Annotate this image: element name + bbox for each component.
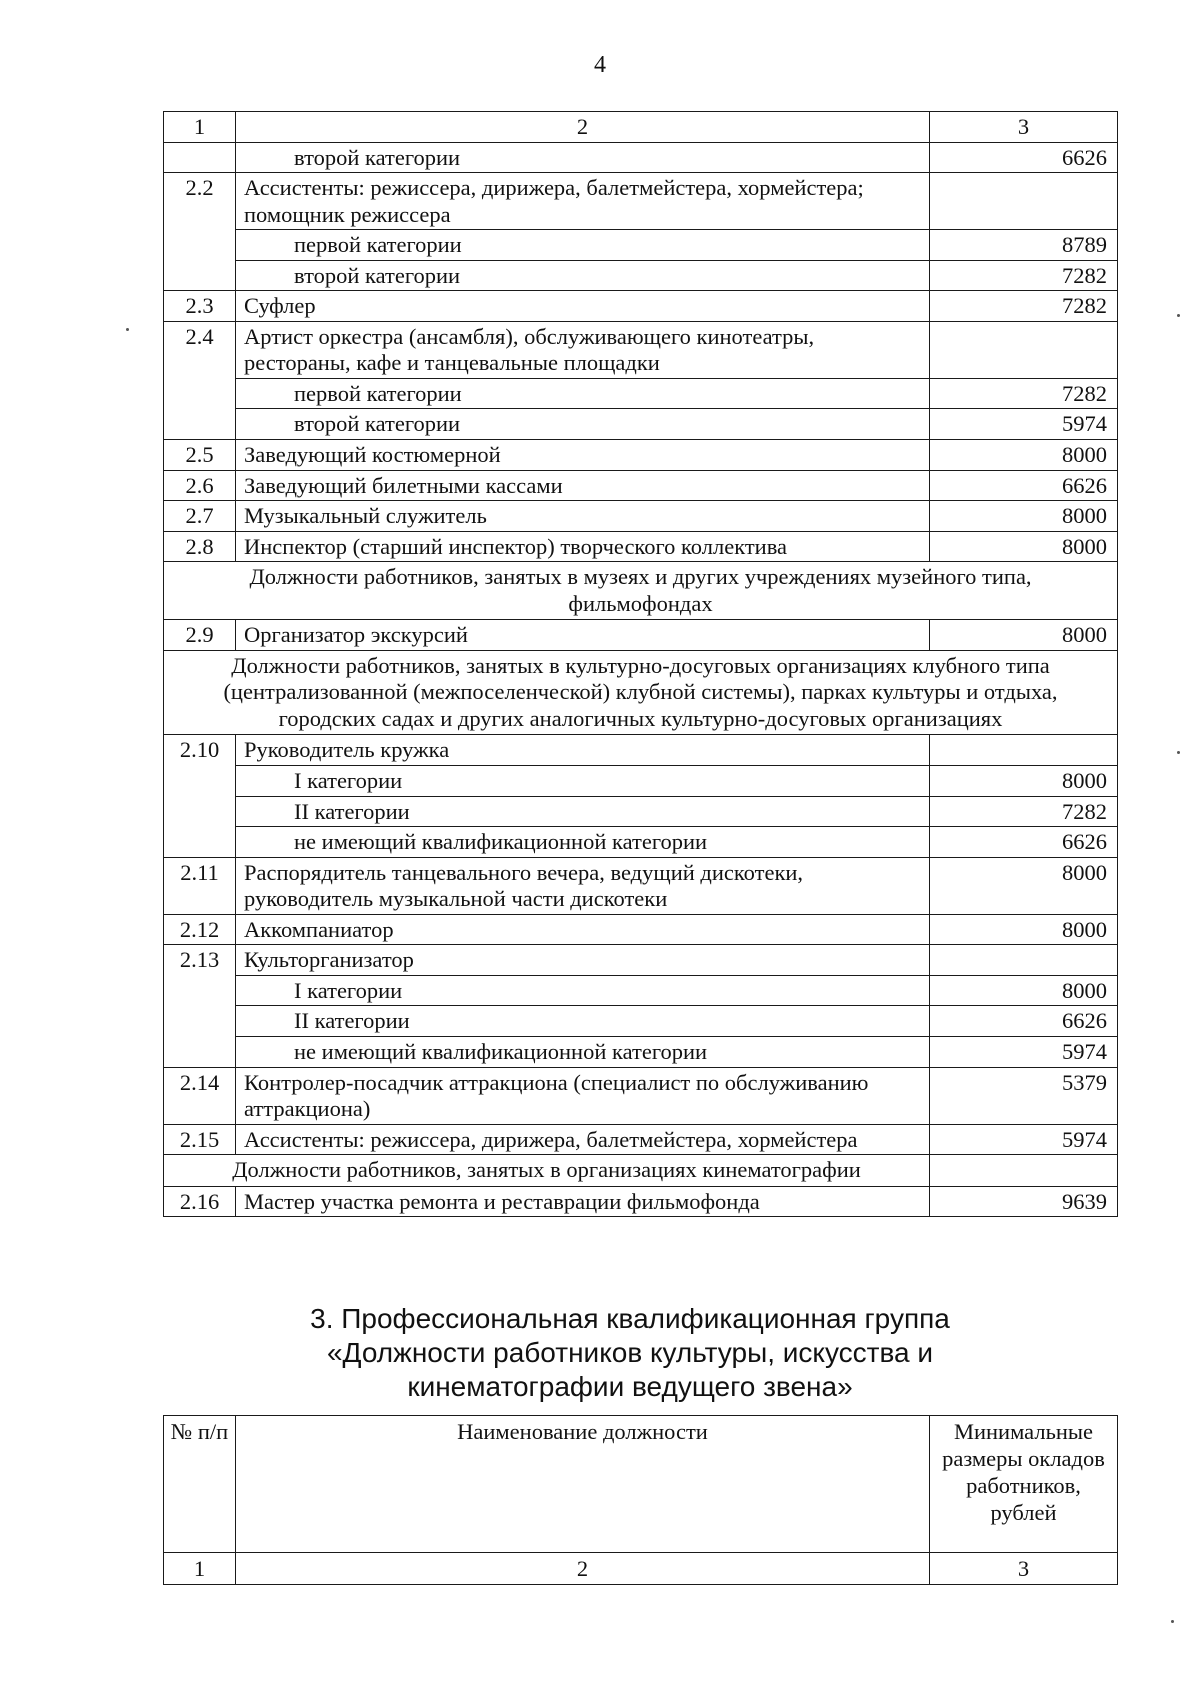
row-number: 2.10 xyxy=(164,735,236,766)
position-name: первой категории xyxy=(236,230,930,261)
position-name: Мастер участка ремонта и реставрации фильмофонда xyxy=(236,1186,930,1217)
table-row xyxy=(164,1186,1118,1217)
salary-value: 8000 xyxy=(930,531,1118,562)
page-number: 4 xyxy=(594,52,606,78)
row-number xyxy=(164,796,236,827)
table-row xyxy=(164,470,1118,501)
position-name: Культорганизатор xyxy=(236,945,930,976)
row-number: 2.13 xyxy=(164,945,236,976)
salary-value: 7282 xyxy=(930,260,1118,291)
table-row xyxy=(164,260,1118,291)
row-number xyxy=(164,975,236,1006)
position-name: Заведующий билетными кассами xyxy=(236,470,930,501)
header-salary-column: Минимальные размеры окладов работников, рублей xyxy=(930,1416,1118,1553)
salary-value: 6626 xyxy=(930,827,1118,858)
column-number-2: 2 xyxy=(236,1553,930,1585)
position-name: Музыкальный служитель xyxy=(236,501,930,532)
table-row xyxy=(164,173,1118,230)
salary-value: 6626 xyxy=(930,470,1118,501)
column-numbers-row xyxy=(164,1553,1118,1585)
row-number xyxy=(164,409,236,440)
table-row xyxy=(164,796,1118,827)
position-name: второй категории xyxy=(236,142,930,173)
position-name: Ассистенты: режиссера, дирижера, балетмейстера, хормейстера; помощник режиссера xyxy=(236,173,930,230)
position-name: Инспектор (старший инспектор) творческого коллектива xyxy=(236,531,930,562)
header-number-column: № п/п xyxy=(164,1416,236,1553)
row-number: 2.7 xyxy=(164,501,236,532)
row-number xyxy=(164,827,236,858)
position-name: второй категории xyxy=(236,260,930,291)
position-name: Ассистенты: режиссера, дирижера, балетмейстера, хормейстера xyxy=(236,1124,930,1155)
table-row xyxy=(164,766,1118,797)
salary-value xyxy=(930,1155,1118,1187)
position-name: II категории xyxy=(236,1006,930,1037)
salary-value: 8000 xyxy=(930,857,1118,914)
table-row xyxy=(164,620,1118,651)
group-header: Должности работников, занятых в организациях кинематографии xyxy=(164,1155,930,1187)
row-number: 2.12 xyxy=(164,914,236,945)
scan-speck xyxy=(126,328,129,331)
section-heading: 3. Профессиональная квалификационная группа «Должности работников культуры, искусства и кинематографии ведущего звена» xyxy=(310,1303,950,1403)
salary-value: 6626 xyxy=(930,1006,1118,1037)
table-row xyxy=(164,291,1118,322)
salary-value: 9639 xyxy=(930,1186,1118,1217)
scan-speck xyxy=(1177,751,1180,754)
row-number: 2.2 xyxy=(164,173,236,230)
position-name: не имеющий квалификационной категории xyxy=(236,1036,930,1067)
position-name: Распорядитель танцевального вечера, ведущий дискотеки, руководитель музыкальной части дискотеки xyxy=(236,857,930,914)
salary-value: 5974 xyxy=(930,1036,1118,1067)
row-number: 2.6 xyxy=(164,470,236,501)
row-number xyxy=(164,260,236,291)
table-header-row xyxy=(164,112,1118,143)
salary-value: 5974 xyxy=(930,409,1118,440)
row-number: 2.4 xyxy=(164,321,236,378)
table-row xyxy=(164,1067,1118,1124)
row-number: 2.8 xyxy=(164,531,236,562)
salary-value xyxy=(930,945,1118,976)
table-header-row xyxy=(164,1416,1118,1553)
position-name: второй категории xyxy=(236,409,930,440)
salary-table xyxy=(163,111,1118,1217)
table-row xyxy=(164,409,1118,440)
salary-value xyxy=(930,173,1118,230)
position-name: Суфлер xyxy=(236,291,930,322)
group-header: Должности работников, занятых в музеях и других учреждениях музейного типа, фильмофондах xyxy=(164,562,1118,620)
position-name: I категории xyxy=(236,766,930,797)
table-row xyxy=(164,1124,1118,1155)
group-header-row xyxy=(164,562,1118,620)
table-row xyxy=(164,975,1118,1006)
table-row xyxy=(164,914,1118,945)
salary-value: 8000 xyxy=(930,766,1118,797)
group-header-row xyxy=(164,650,1118,735)
salary-value: 7282 xyxy=(930,378,1118,409)
table-row xyxy=(164,735,1118,766)
table-row xyxy=(164,321,1118,378)
salary-value: 5379 xyxy=(930,1067,1118,1124)
column-number-3: 3 xyxy=(930,1553,1118,1585)
column-number-1: 1 xyxy=(164,1553,236,1585)
position-name: Артист оркестра (ансамбля), обслуживающего кинотеатры, рестораны, кафе и танцевальные площадки xyxy=(236,321,930,378)
position-name: I категории xyxy=(236,975,930,1006)
row-number: 2.15 xyxy=(164,1124,236,1155)
row-number xyxy=(164,378,236,409)
table-row xyxy=(164,142,1118,173)
row-number xyxy=(164,1006,236,1037)
row-number: 2.11 xyxy=(164,857,236,914)
section3-table xyxy=(163,1415,1118,1585)
group-header-row xyxy=(164,1155,1118,1187)
table-row xyxy=(164,440,1118,471)
row-number: 2.9 xyxy=(164,620,236,651)
row-number: 2.3 xyxy=(164,291,236,322)
salary-value: 8000 xyxy=(930,914,1118,945)
table-row xyxy=(164,501,1118,532)
position-name: Руководитель кружка xyxy=(236,735,930,766)
table-row xyxy=(164,945,1118,976)
position-name: Аккомпаниатор xyxy=(236,914,930,945)
position-name: первой категории xyxy=(236,378,930,409)
table-row xyxy=(164,1006,1118,1037)
scan-speck xyxy=(1171,1620,1174,1623)
position-name: Контролер-посадчик аттракциона (специалист по обслуживанию аттракциона) xyxy=(236,1067,930,1124)
column-number-3: 3 xyxy=(930,112,1118,143)
salary-value: 8000 xyxy=(930,620,1118,651)
table-row xyxy=(164,531,1118,562)
group-header: Должности работников, занятых в культурно-досуговых организациях клубного типа (централизованной (межпоселенческой) клубной системы), парках культуры и отдыха, городских садах и других аналогичных культурно-досуговых организациях xyxy=(164,650,1118,735)
row-number xyxy=(164,1036,236,1067)
salary-value: 5974 xyxy=(930,1124,1118,1155)
salary-value xyxy=(930,321,1118,378)
row-number xyxy=(164,142,236,173)
table-row xyxy=(164,230,1118,261)
column-number-2: 2 xyxy=(236,112,930,143)
row-number xyxy=(164,766,236,797)
salary-value: 8000 xyxy=(930,501,1118,532)
salary-value: 7282 xyxy=(930,291,1118,322)
column-number-1: 1 xyxy=(164,112,236,143)
row-number: 2.5 xyxy=(164,440,236,471)
salary-value: 6626 xyxy=(930,142,1118,173)
table-row xyxy=(164,827,1118,858)
salary-value: 7282 xyxy=(930,796,1118,827)
row-number xyxy=(164,230,236,261)
position-name: Заведующий костюмерной xyxy=(236,440,930,471)
salary-value: 8789 xyxy=(930,230,1118,261)
row-number: 2.14 xyxy=(164,1067,236,1124)
header-position-column: Наименование должности xyxy=(236,1416,930,1553)
salary-value: 8000 xyxy=(930,975,1118,1006)
position-name: II категории xyxy=(236,796,930,827)
table-row xyxy=(164,857,1118,914)
position-name: Организатор экскурсий xyxy=(236,620,930,651)
salary-value: 8000 xyxy=(930,440,1118,471)
position-name: не имеющий квалификационной категории xyxy=(236,827,930,858)
table-row xyxy=(164,1036,1118,1067)
row-number: 2.16 xyxy=(164,1186,236,1217)
table-row xyxy=(164,378,1118,409)
salary-value xyxy=(930,735,1118,766)
scan-speck xyxy=(1177,314,1180,317)
